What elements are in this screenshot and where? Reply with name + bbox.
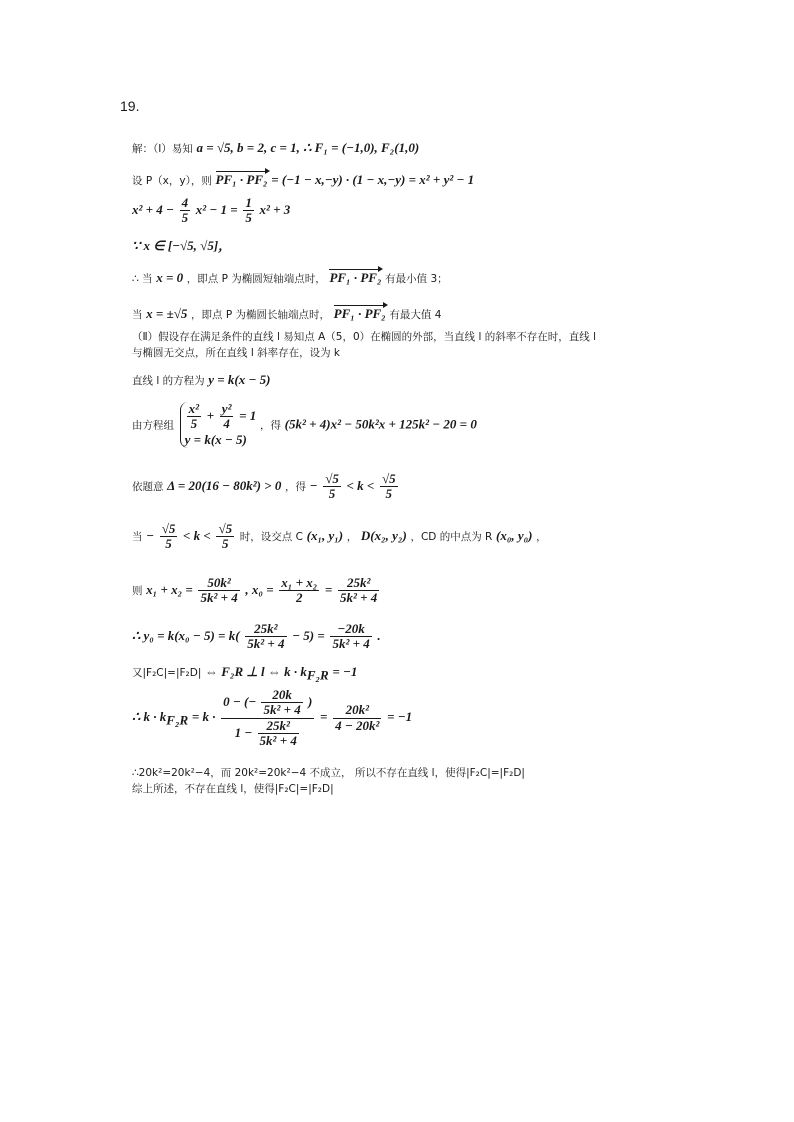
line-part1-given: 解：（Ⅰ）易知 a = √5, b = 2, c = 1, ∴ F₁ = (−1,0), F₂(1,0) <box>132 140 420 155</box>
line-part2-slope: 与椭圆无交点，所在直线 l 斜率存在，设为 k <box>132 347 341 359</box>
line-contradiction: ∴20k²=20k²−4，而 20k²=20k²−4 不成立， 所以不存在直线 l，使得|F₂C|=|F₂D| <box>132 767 525 779</box>
line-y0: ∴ y₀ = k(x₀ − 5) = k( $\frac{\text{25k²}}{\text{5k² + 4}}$ − 5) = $\frac{-20k}{\text{5k² + 4}}$ . <box>132 621 381 652</box>
fraction: $\frac{4}{5}$ <box>181 195 189 226</box>
line-line-equation: 直线 l 的方程为 y = k(x − 5) <box>132 372 271 387</box>
vector-product: PF₁ · PF₂ <box>329 270 382 285</box>
vector-product: PF₁ · PF₂ <box>333 306 386 321</box>
line-maximum: 当 x = ±√5 ，即点 P 为椭圆长轴端点时， PF₁ · PF₂ 有最大值 4 <box>132 306 442 321</box>
line-intersection-points: 当 − $\frac{√5}{5}$ < k < $\frac{√5}{5}$ 时，设交点 C (x₁, y₁) ， D(x₂, y₂) ，CD 的中点为 R (x₀, y₀) ， <box>132 521 547 552</box>
line-part2-assume: （Ⅱ）假设存在满足条件的直线 l 易知点 A（5，0）在椭圆的外部，当直线 l 的斜率不存在时，直线 l <box>132 331 596 343</box>
line-system: 由方程组 $\frac{\text{x²}}{5}$ + $\frac{\text{y²}}{4}$ = 1 y = k(x − 5) ，得 (5k² + 4)x² − 50k²x + 125k² − 20 = 0 <box>132 401 477 447</box>
problem-number: 19. <box>120 98 140 114</box>
compound-fraction: 0 − (− $\frac{20k}{\text{5k² + 4}}$ ) 1 − $\frac{\text{25k²}}{\text{5k² + 4}}$ <box>223 687 313 748</box>
line-slope-product: ∴ $k \cdot k_{F_2R} = k$ · 0 − (− $\frac{20k}{\text{5k² + 4}}$ ) 1 − $\frac{\text{25k²}}{\text{5k² + 4}}$ = $\frac{\text{20k²}}{\text{4 − 20k²}}$ = −1 <box>132 687 413 748</box>
line-domain: ∵ x ∈ [−√5, √5]， <box>132 238 232 253</box>
given-values: a = √5, b = 2, c = 1, ∴ F₁ = (−1,0), F₂(1,0) <box>196 140 420 155</box>
line-perpendicular: 又|F₂C|=|F₂D| ⇔ F₂R ⊥ l ⇔ $k \cdot k_{F_2R} = -1$ <box>132 664 358 683</box>
line-vieta: 则 x₁ + x₂ = $\frac{\text{50k²}}{\text{5k² + 4}}$ , x₀ = $\frac{\text{x₁ + x₂}}{2}$ = $\frac{\text{25k²}}{\text{5k² + 4}}$ <box>132 575 378 606</box>
line-simplify: x² + 4 − $\frac{4}{5}$ x² − 1 = $\frac{1}{5}$ x² + 3 <box>132 195 291 226</box>
equation-system: $\frac{\text{x²}}{5}$ + $\frac{\text{y²}}{4}$ = 1 y = k(x − 5) <box>180 402 257 448</box>
line-discriminant: 依题意 Δ = 20(16 − 80k²) > 0 ，得 − $\frac{√5}{5}$ < k < $\frac{√5}{5}$ <box>132 471 396 502</box>
line-dot-product: 设 P（x，y），则 PF₁ · PF₂ = (−1 − x,−y) · (1 − x,−y) = x² + y² − 1 <box>132 172 475 187</box>
line-minimum: ∴ 当 x = 0 ，即点 P 为椭圆短轴端点时， PF₁ · PF₂ 有最小值 3； <box>132 270 448 285</box>
vector-product: PF₁ · PF₂ <box>215 172 268 187</box>
fraction: $\frac{1}{5}$ <box>245 195 252 226</box>
line-conclusion: 综上所述，不存在直线 l，使得|F₂C|=|F₂D| <box>132 783 334 795</box>
